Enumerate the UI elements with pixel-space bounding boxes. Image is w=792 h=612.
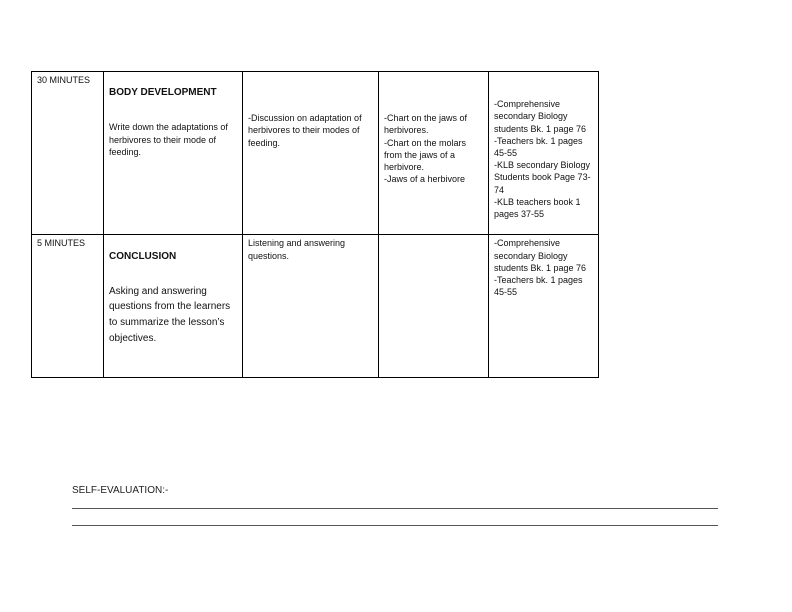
time-cell: 30 MINUTES — [32, 72, 104, 235]
resources-cell — [379, 235, 489, 378]
learner-activity-cell: Listening and answering questions. — [243, 235, 379, 378]
section-title: CONCLUSION — [109, 250, 177, 262]
teacher-activity-cell — [104, 72, 243, 235]
references-text: -Comprehensive secondary Biology students Bk. 1 page 76 -Teachers bk. 1 pages 45-55 -KLB secondary Biology Students book Page 73- 74 -KLB teachers book 1 pages 37-55 — [494, 99, 591, 220]
lesson-plan-table — [31, 71, 599, 378]
teacher-activity-cell — [104, 235, 243, 378]
table-row — [32, 235, 599, 378]
references-cell: -Comprehensive secondary Biology students Bk. 1 page 76 -Teachers bk. 1 pages 45-55 — [489, 235, 599, 378]
self-evaluation-label: SELF-EVALUATION:- — [72, 485, 169, 496]
answer-line — [72, 525, 718, 526]
time-cell: 5 MINUTES — [32, 235, 104, 378]
resources-cell — [379, 72, 489, 235]
answer-line — [72, 508, 718, 509]
learner-activity-cell — [243, 72, 379, 235]
section-title: BODY DEVELOPMENT — [109, 87, 217, 99]
table-row — [32, 72, 599, 235]
references-cell — [489, 72, 599, 235]
teacher-activity-text: Write down the adaptations of herbivores to their mode of feeding. — [109, 122, 228, 158]
resources-text: -Chart on the jaws of herbivores. -Chart on the molars from the jaws of a herbivore. -Jaws of a herbivore — [384, 113, 468, 185]
learner-activity-text: -Discussion on adaptation of herbivores to their modes of feeding. — [248, 113, 362, 148]
teacher-activity-text: Asking and answering questions from the learners to summarize the lesson’s objectives. — [109, 285, 231, 344]
